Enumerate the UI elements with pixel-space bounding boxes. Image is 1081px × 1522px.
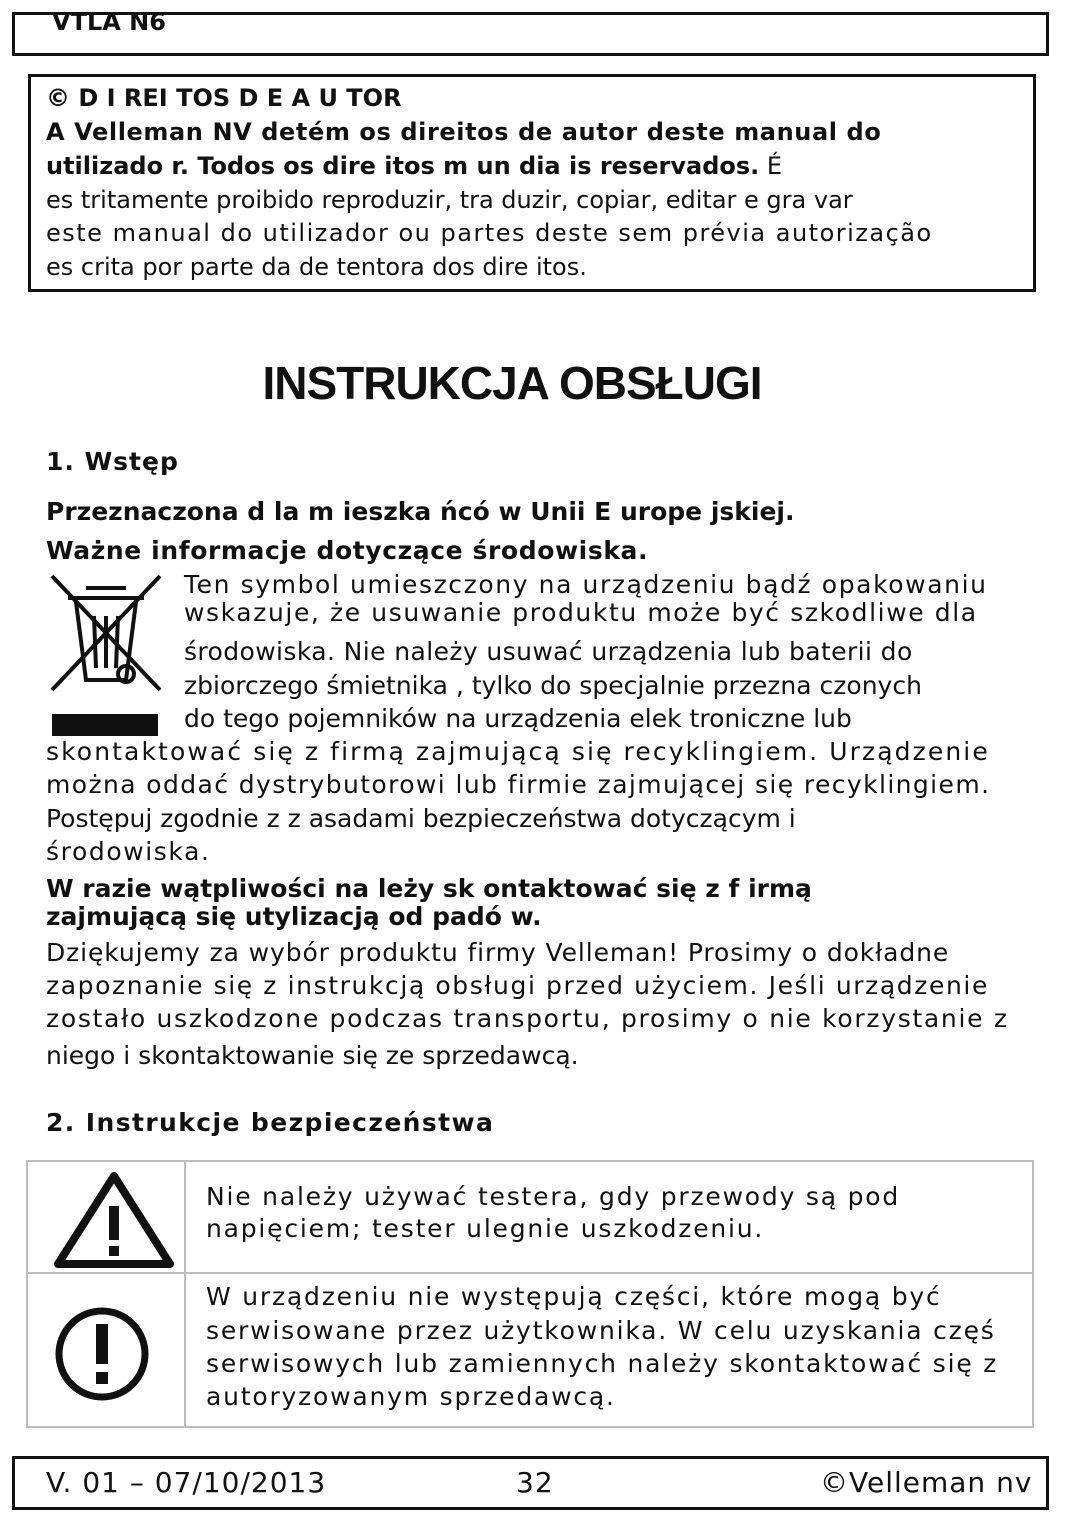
thanks-line-4: niego i skontaktowanie się ze sprzedawcą. [46, 1041, 579, 1070]
copyright-line-5: es crita por parte da de tentora dos dire itos. [46, 253, 587, 281]
thanks-line-1: Dziękujemy za wybór produktu firmy Velleman! Prosimy o dokładne [46, 938, 950, 967]
doubt-line-2: zajmującą się utylizacją od padó w. [46, 902, 542, 931]
copyright-bold-line-1: A Velleman NV detém os direitos de autor deste manual do [46, 118, 882, 146]
bin-underline-bar [52, 714, 158, 736]
footer-version: V. 01 – 07/10/2013 [46, 1466, 327, 1499]
section-1-heading: 1. Wstęp [46, 447, 179, 476]
env-cont-line-2: można oddać dystrybutorowi lub firmie zajmującej się recyklingiem. [46, 770, 991, 799]
page-title: INSTRUKCJA OBSŁUGI [262, 357, 762, 409]
safety-row-2-line-4: autoryzowanym sprzedawcą. [206, 1382, 616, 1411]
thanks-line-3: zostało uszkodzone podczas transportu, prosimy o nie korzystanie z [46, 1004, 1009, 1033]
env-line-4: zbiorczego śmietnika , tylko do specjalnie przezna czonych [184, 671, 922, 700]
thanks-line-2: zapoznanie się z instrukcją obsługi przed użyciem. Jeśli urządzenie [46, 971, 989, 1000]
env-line-1: Ten symbol umieszczony na urządzeniu bądź opakowaniu [184, 570, 988, 599]
env-cont-line-1: skontaktować się z firmą zajmującą się recyklingiem. Urządzenie [46, 737, 990, 766]
copyright-line-3: es tritamente proibido reproduzir, tra duzir, copiar, editar e gra var [46, 186, 853, 214]
safety-row-2-line-3: serwisowych lub zamiennych należy skontaktować się z [206, 1349, 999, 1378]
copyright-line-2-tail: É [759, 152, 783, 180]
safety-row-1-line-1: Nie należy używać testera, gdy przewody są pod [206, 1182, 901, 1211]
safety-row-2-text [186, 1274, 1032, 1426]
eu-line: Przeznaczona d la m ieszka ńcó w Unii E urope jskiej. [46, 497, 795, 526]
header-title: VTLA N6 [52, 8, 166, 36]
doubt-line-1: W razie wątpliwości na leży sk ontaktować się z f irmą [46, 874, 812, 903]
safety-row-2-line-1: W urządzeniu nie występują części, które mogą być [206, 1282, 942, 1311]
env-cont-line-4: środowiska. [46, 837, 211, 866]
env-heading: Ważne informacje dotyczące środowiska. [46, 536, 649, 565]
env-line-5: do tego pojemników na urządzenia elek troniczne lub [184, 704, 852, 733]
copyright-bold-line-2: utilizado r. Todos os dire itos m un dia is reservados. [46, 152, 760, 180]
footer-copyright: ©Velleman nv [820, 1466, 1033, 1499]
copyright-line-4: este manual do utilizador ou partes deste sem prévia autorização [46, 219, 933, 247]
exclamation-circle-icon [52, 1304, 152, 1404]
crossed-out-bin-icon [46, 570, 166, 696]
page-number: 32 [516, 1466, 554, 1499]
env-cont-line-3: Postępuj zgodnie z z asadami bezpieczeństwa dotyczącym i [46, 804, 796, 833]
safety-row-1-line-2: napięciem; tester ulegnie uszkodzeniu. [206, 1214, 765, 1243]
env-line-2: wskazuje, że usuwanie produktu może być szkodliwe dla [184, 598, 978, 627]
section-2-heading: 2. Instrukcje bezpieczeństwa [46, 1108, 495, 1137]
copyright-line-2 [46, 152, 782, 180]
copyright-heading: © D I REI TOS D E A U TOR [46, 84, 402, 112]
header-box [12, 12, 1049, 56]
warning-triangle-icon [52, 1170, 176, 1270]
safety-row-2-line-2: serwisowane przez użytkownika. W celu uzyskania częś [206, 1316, 996, 1345]
env-line-3: środowiska. Nie należy usuwać urządzenia lub baterii do [184, 637, 913, 666]
